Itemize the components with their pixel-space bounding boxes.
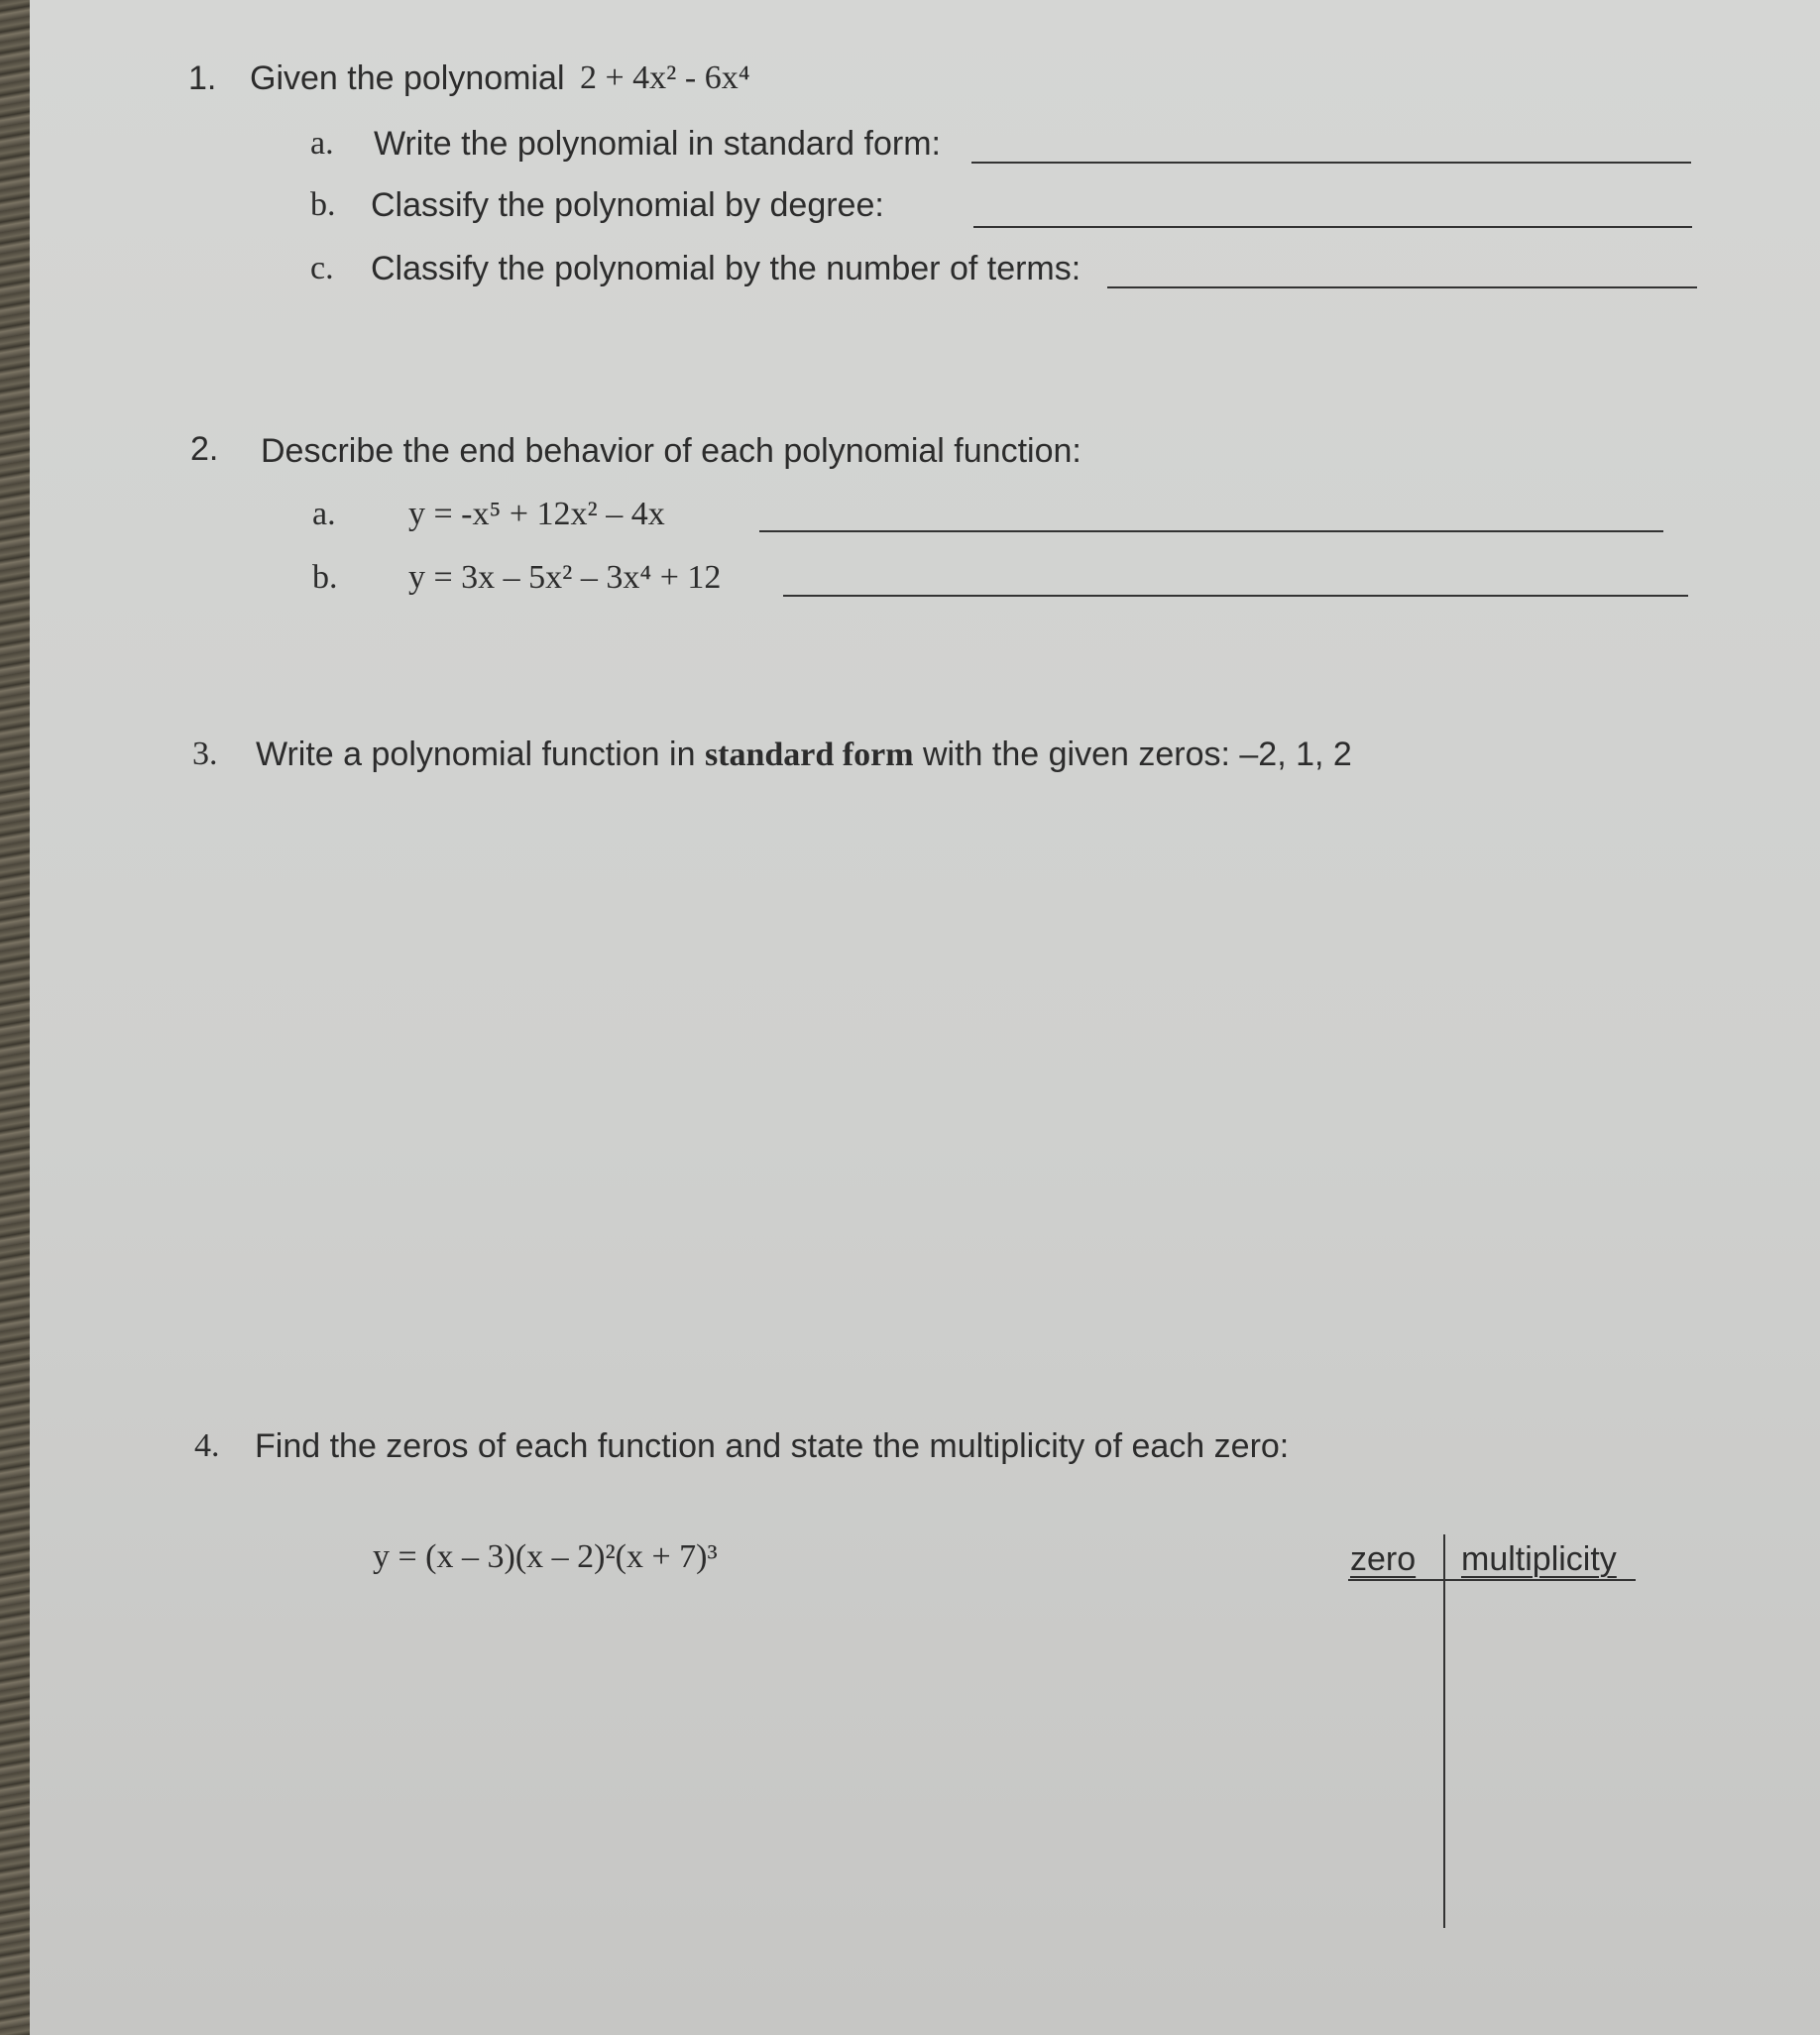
q1b-label: b. (310, 186, 336, 223)
q3-number: 3. (192, 735, 218, 772)
q1-expression-text: 2 + 4x² - 6x⁴ (580, 59, 750, 96)
q4-prompt: Find the zeros of each function and state the multiplicity of each zero: (255, 1427, 1290, 1465)
q1a-label: a. (310, 125, 334, 162)
q4-expression: y = (x – 3)(x – 2)²(x + 7)³ (373, 1538, 718, 1575)
q1c-text: Classify the polynomial by the number of terms: (371, 250, 1081, 287)
q2a-answer-line[interactable] (759, 530, 1663, 532)
table-header-multiplicity: multiplicity (1461, 1540, 1617, 1578)
q2b-expression: y = 3x – 5x² – 3x⁴ + 12 (408, 559, 722, 596)
q3-prompt-bold: standard form (704, 736, 914, 773)
q2b-label: b. (312, 559, 338, 596)
q1c-answer-line[interactable] (1107, 286, 1697, 288)
q3-prompt-pre: Write a polynomial function in (256, 735, 696, 773)
q1a-text: Write the polynomial in standard form: (374, 125, 941, 163)
q1b-answer-line[interactable] (973, 226, 1692, 228)
q2b-answer-line[interactable] (783, 595, 1688, 597)
background-surface (0, 0, 34, 2035)
q1a-answer-line[interactable] (971, 162, 1691, 164)
q1-number: 1. (188, 59, 217, 97)
q2-number: 2. (190, 430, 219, 468)
q2a-expression: y = -x⁵ + 12x² – 4x (408, 496, 665, 532)
q2a-label: a. (312, 496, 336, 532)
q1c-label: c. (310, 250, 334, 286)
q1b-text: Classify the polynomial by degree: (371, 186, 884, 224)
table-divider (1443, 1534, 1445, 1928)
q1-prompt: Given the polynomial (250, 59, 565, 97)
q4-number: 4. (194, 1427, 220, 1464)
worksheet-page (30, 0, 1820, 2035)
q3-prompt-post: with the given zeros: –2, 1, 2 (923, 735, 1352, 773)
table-header-rule (1348, 1579, 1636, 1581)
q2-prompt: Describe the end behavior of each polynomial function: (261, 432, 1081, 470)
table-header-zero: zero (1350, 1540, 1417, 1578)
q3-prompt (256, 735, 1352, 774)
q1-expression (580, 59, 750, 97)
